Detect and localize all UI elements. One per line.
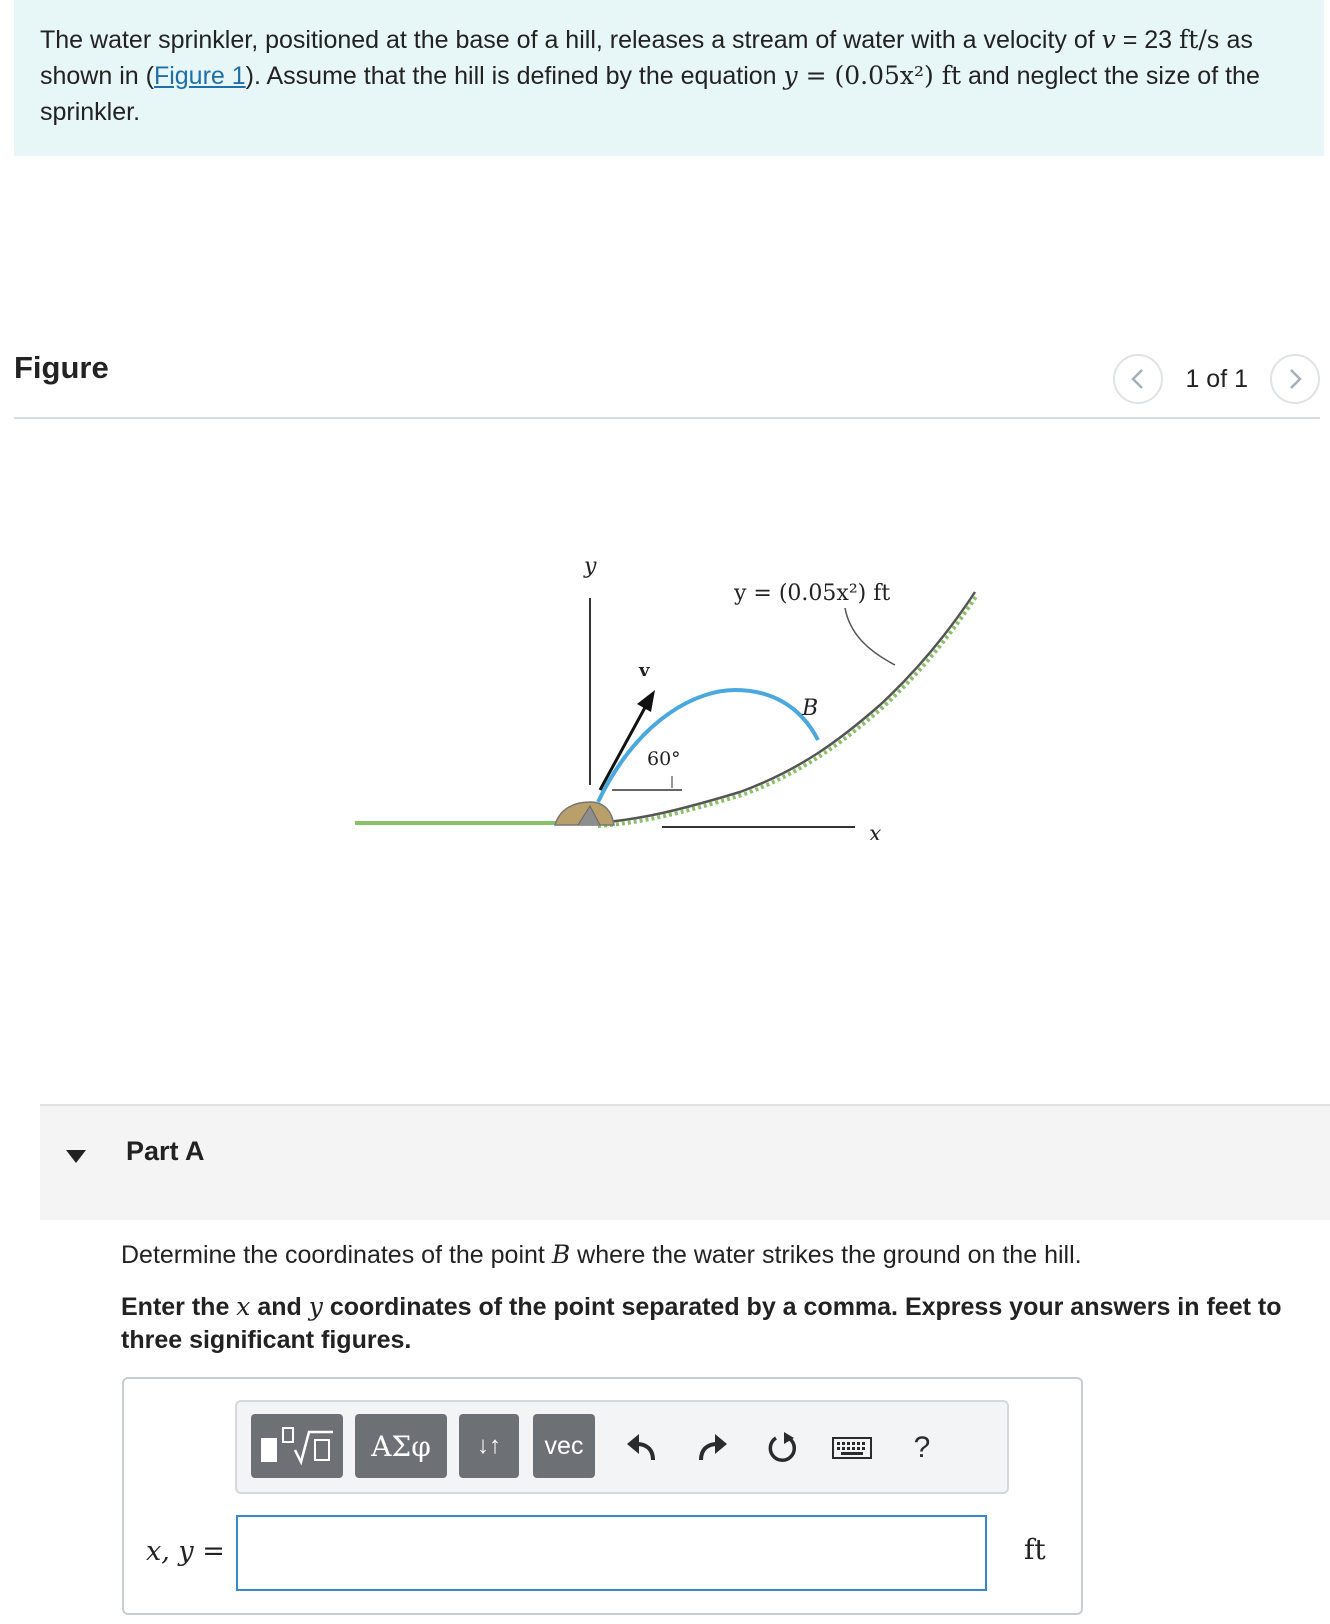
- undo-icon: [625, 1432, 659, 1464]
- point-b-label: B: [802, 696, 819, 721]
- answer-panel: [122, 1377, 1083, 1615]
- part-a-title: Part A: [126, 1136, 205, 1166]
- water-trajectory: [598, 690, 818, 802]
- velocity-arrow: [600, 702, 648, 790]
- curve-equation-label: y = (0.05x²) ft: [734, 581, 891, 606]
- x-axis-label: x: [869, 822, 882, 840]
- prev-figure-button[interactable]: [1113, 354, 1163, 404]
- velocity-label: v: [639, 660, 650, 681]
- figure-pager: [1113, 354, 1320, 404]
- templates-icon: [255, 1424, 339, 1468]
- next-figure-button[interactable]: [1270, 354, 1320, 404]
- part-a-instructions: Enter the x and y coordinates of the point separated by a comma. Express your answers in feet to three significant figures.: [121, 1292, 1282, 1354]
- answer-unit: ft: [1024, 1533, 1046, 1566]
- answer-label: x, y =: [146, 1536, 225, 1567]
- hill-curve: [595, 592, 975, 823]
- redo-icon: [695, 1432, 729, 1464]
- y-axis-label: y: [584, 554, 597, 579]
- sprinkler-diagram: [0, 540, 1330, 840]
- redo-button[interactable]: [687, 1420, 737, 1476]
- collapse-triangle-icon[interactable]: [66, 1150, 86, 1163]
- angle-label: 60°: [647, 748, 681, 770]
- help-button[interactable]: ?: [913, 1431, 931, 1464]
- reset-icon: [764, 1430, 800, 1466]
- part-a-question: Determine the coordinates of the point B where the water strikes the ground on the hill.: [121, 1240, 1082, 1269]
- figure-heading: Figure: [14, 350, 109, 385]
- figure-divider: [14, 417, 1320, 419]
- chevron-left-icon: [1130, 368, 1146, 390]
- hill-grass: [598, 595, 977, 826]
- keyboard-icon: [832, 1435, 872, 1461]
- reset-button[interactable]: [757, 1420, 807, 1476]
- figure-link[interactable]: Figure 1: [153, 62, 246, 90]
- chevron-right-icon: [1287, 368, 1303, 390]
- problem-text: The water sprinkler, positioned at the base of a hill, releases a stream of water with a velocity of v = 23 ft/s as shown in (Figure 1). Assume that the hill is defined by the equation y = (0.05x²) ft and neglect the size of the sprinkler.: [40, 25, 1260, 126]
- math-toolbar: [235, 1400, 1009, 1494]
- undo-button[interactable]: [617, 1420, 667, 1476]
- curve-leader-line: [845, 608, 895, 665]
- velocity-arrowhead: [637, 690, 655, 712]
- part-a-header[interactable]: [40, 1104, 1330, 1220]
- problem-statement: [14, 0, 1324, 156]
- greek-symbols-button[interactable]: ΑΣφ: [355, 1414, 447, 1478]
- vector-button[interactable]: vec: [533, 1414, 595, 1478]
- figure-diagram: [0, 540, 1330, 840]
- subscript-superscript-button[interactable]: ↓↑: [459, 1414, 519, 1478]
- pager-count: 1 of 1: [1185, 364, 1248, 393]
- templates-button[interactable]: [251, 1414, 343, 1478]
- keyboard-button[interactable]: [827, 1420, 877, 1476]
- answer-input[interactable]: [236, 1515, 987, 1591]
